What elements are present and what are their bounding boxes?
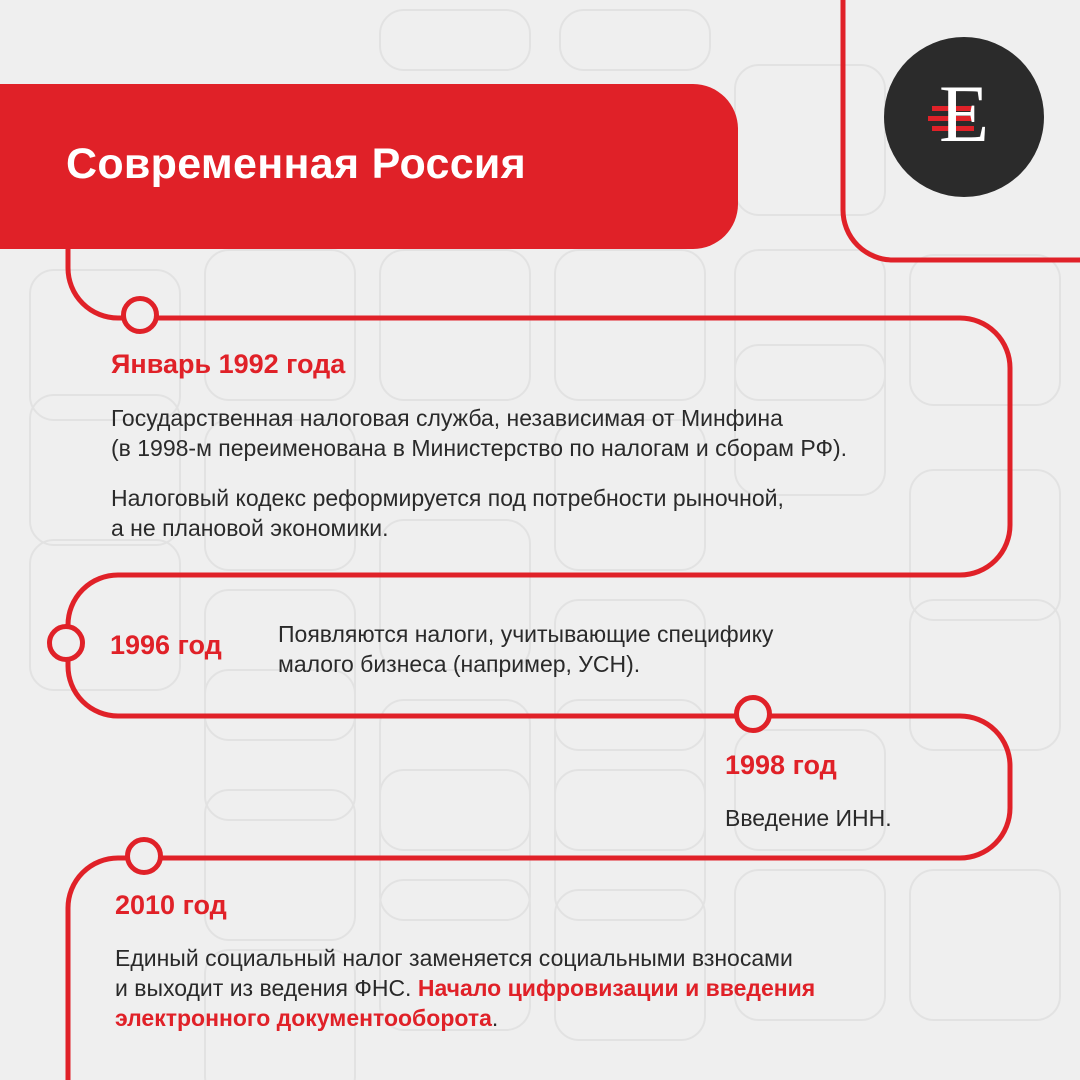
event-date: 1996 год: [110, 630, 222, 660]
event-text-line: Единый социальный налог заменяется социальными взносами: [115, 945, 793, 971]
timeline-node: [734, 695, 772, 733]
event-date: Январь 1992 года: [111, 349, 346, 379]
event-text-line: (в 1998-м переименована в Министерство по налогам и сборам РФ).: [111, 435, 847, 461]
event-text-segment: и выходит из ведения ФНС.: [115, 975, 418, 1001]
event-date: 1998 год: [725, 750, 837, 780]
event-text-line: [115, 973, 815, 1003]
event-text-line: [115, 1003, 498, 1033]
event-text-line: Появляются налоги, учитывающие специфику: [278, 621, 774, 647]
event-text-line: Введение ИНН.: [725, 805, 892, 831]
event-date: 2010 год: [115, 890, 227, 920]
event-text-line: Государственная налоговая служба, независимая от Минфина: [111, 405, 783, 431]
event-highlight: Начало цифровизации и введения: [417, 975, 816, 1001]
timeline-node: [121, 296, 159, 334]
page-title: Современная Россия: [66, 140, 527, 188]
event-text-line: малого бизнеса (например, УСН).: [278, 651, 641, 677]
logo-letter: Е: [938, 68, 990, 159]
event-text-line: а не плановой экономики.: [111, 515, 389, 541]
timeline-node: [125, 837, 163, 875]
event-highlight: электронного документооборота: [115, 1005, 492, 1031]
event-text-line: Налоговый кодекс реформируется под потребности рыночной,: [111, 485, 784, 511]
timeline-node: [47, 624, 85, 662]
publication-logo: [884, 37, 1044, 197]
event-text-segment: .: [491, 1005, 499, 1031]
